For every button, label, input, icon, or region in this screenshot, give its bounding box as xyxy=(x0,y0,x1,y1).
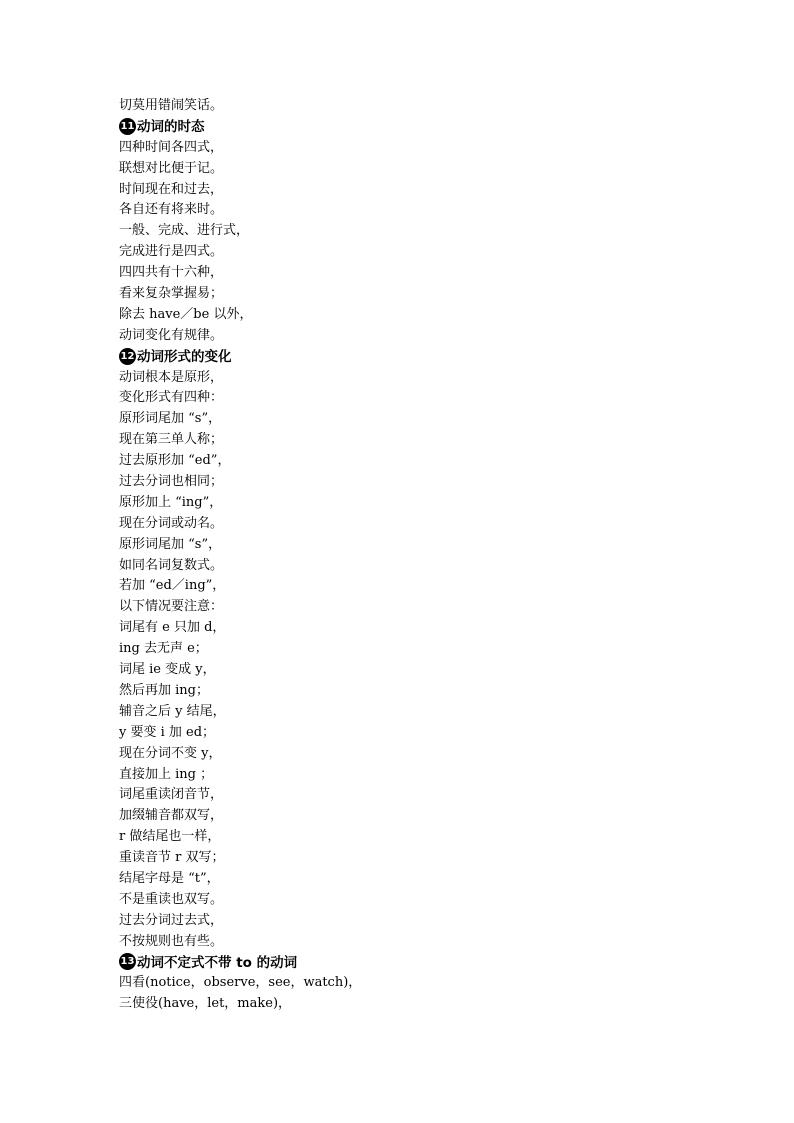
text-line: ing 去无声 e； xyxy=(119,641,208,657)
text-line: 重读音节 r 双写； xyxy=(119,850,225,866)
text-line: 时间现在和过去， xyxy=(119,181,224,197)
text-line: 原形词尾加 “s”， xyxy=(119,411,222,427)
text-line: 完成进行是四式。 xyxy=(119,244,224,260)
text-line: 不是重读也双写。 xyxy=(119,891,224,907)
text-line: 原形词尾加 “s”， xyxy=(119,536,222,552)
text-line: 过去分词过去式， xyxy=(119,912,224,928)
text-line: 结尾字母是 “t”， xyxy=(119,870,220,886)
text-line: y 要变 i 加 ed； xyxy=(119,724,216,740)
text-line: 词尾有 e 只加 d， xyxy=(119,620,226,636)
section-heading-text: 动词的时态 xyxy=(137,118,205,135)
text-line: 如同名词复数式。 xyxy=(119,557,224,573)
text-line: 变化形式有四种： xyxy=(119,390,224,406)
circled-number-icon: 13 xyxy=(119,953,136,970)
text-line: 过去原形加 “ed”， xyxy=(119,453,231,469)
text-line: 切莫用错闹笑话。 xyxy=(119,98,224,113)
text-line: 四看(notice，observe，see，watch)， xyxy=(119,975,362,991)
text-line: 以下情况要注意： xyxy=(119,599,224,615)
text-line: 若加 “ed／ing”， xyxy=(119,578,226,594)
text-line: 词尾重读闭音节， xyxy=(119,787,224,803)
text-line: 词尾 ie 变成 y， xyxy=(119,662,216,678)
text-line: 动词变化有规律。 xyxy=(119,327,224,343)
text-line: 三使役(have，let，make)， xyxy=(119,996,292,1012)
text-line: 动词根本是原形， xyxy=(119,369,224,385)
text-line: 过去分词也相同； xyxy=(119,474,224,490)
text-line: 现在第三单人称； xyxy=(119,432,224,448)
section-heading xyxy=(119,117,719,138)
text-line: 直接加上 ing ； xyxy=(119,766,214,782)
document-body xyxy=(119,96,719,1015)
circled-number-icon: 12 xyxy=(119,348,136,365)
text-line: 四种时间各四式， xyxy=(119,139,224,155)
text-line: 一般、完成、进行式， xyxy=(119,223,250,239)
text-line: 现在分词不变 y， xyxy=(119,745,222,761)
section-heading-text: 动词不定式不带 to 的动词 xyxy=(137,954,298,971)
text-line: 四四共有十六种， xyxy=(119,265,224,281)
text-line: 加缀辅音都双写， xyxy=(119,808,224,824)
text-line: r 做结尾也一样， xyxy=(119,829,221,845)
text-line: 各自还有将来时。 xyxy=(119,202,224,218)
text-line: 然后再加 ing； xyxy=(119,682,209,698)
text-line: 不按规则也有些。 xyxy=(119,933,224,949)
text-line: 原形加上 “ing”， xyxy=(119,494,223,510)
text-line: 辅音之后 y 结尾， xyxy=(119,703,226,719)
text-line: 除去 have／be 以外， xyxy=(119,306,253,322)
circled-number-icon: 11 xyxy=(119,118,136,135)
section-heading-text: 动词形式的变化 xyxy=(137,348,232,365)
text-line: 看来复杂掌握易； xyxy=(119,286,224,302)
section-heading xyxy=(119,347,719,368)
section-heading xyxy=(119,953,719,974)
text-line: 联想对比便于记。 xyxy=(119,160,224,176)
text-line: 现在分词或动名。 xyxy=(119,515,224,531)
